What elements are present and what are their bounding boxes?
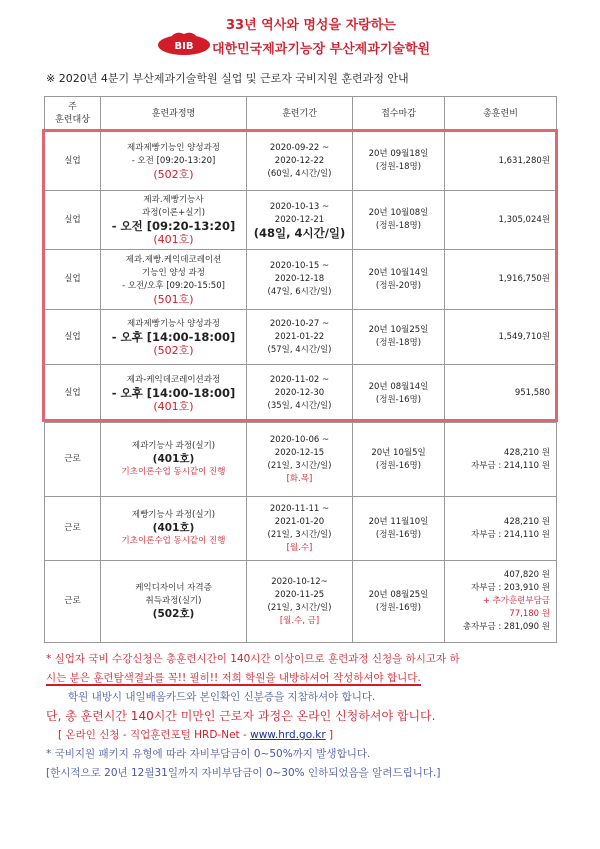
table-row xyxy=(45,365,557,423)
cell-target: 실업 xyxy=(45,250,101,310)
cell-course xyxy=(101,250,247,310)
cell-course xyxy=(101,497,247,561)
course-line: - 오전 [09:20-13:20] xyxy=(111,219,236,233)
course-line: 제과-케익데코레이션과정 xyxy=(126,375,221,385)
table-row xyxy=(45,497,557,561)
header-deadline: 접수마감 xyxy=(353,97,445,132)
deadline-line: (정원-18명) xyxy=(375,338,422,348)
cell-target: 근로 xyxy=(45,423,101,497)
cell-target: 실업 xyxy=(45,365,101,423)
cell-fee xyxy=(445,423,557,497)
period-line: 2020-12-15 xyxy=(274,447,325,458)
cell-target: 실업 xyxy=(45,132,101,191)
deadline-line: 20년 08월25일 xyxy=(368,589,429,600)
fee-line: 951,580 xyxy=(514,388,550,398)
deadline-line: (정원-18명) xyxy=(375,162,422,172)
period-line: 2020-11-11 ~ xyxy=(269,503,330,514)
fee-line: 1,916,750원 xyxy=(498,274,550,284)
period-line: 2020-12-22 xyxy=(274,155,325,166)
deadline-line: 20년 10월08일 xyxy=(368,208,429,218)
header-course: 훈련과정명 xyxy=(101,97,247,132)
cell-course xyxy=(101,423,247,497)
fee-line: 총자부금 : 281,090 원 xyxy=(462,622,550,632)
svg-text:BIB: BIB xyxy=(174,41,194,52)
cell-target: 실업 xyxy=(45,310,101,365)
course-line: - 오전/오후 [09:20-15:50] xyxy=(122,280,225,291)
cell-target: 근로 xyxy=(45,561,101,643)
deadline-line: (정원-16명) xyxy=(375,460,422,471)
cell-fee xyxy=(445,561,557,643)
cell-period xyxy=(247,497,353,561)
document-title: ※ 2020년 4분기 부산제과기술학원 실업 및 근로자 국비지원 훈련과정 안내 xyxy=(46,72,409,85)
cell-fee xyxy=(445,250,557,310)
period-line: 2020-12-18 xyxy=(274,274,325,284)
cell-period xyxy=(247,310,353,365)
tagline: 33년 역사와 명성을 자랑하는 xyxy=(226,18,396,33)
course-line: - 오후 [14:00-18:00] xyxy=(111,329,236,344)
deadline-line: (정원-20명) xyxy=(375,280,422,291)
period-line: 2020-10-12~ xyxy=(271,576,328,587)
period-line: 2020-10-15 ~ xyxy=(269,261,330,271)
fee-line: 77,180 원 xyxy=(509,609,550,619)
table-row xyxy=(45,250,557,310)
period-line: 2020-10-06 ~ xyxy=(269,434,330,445)
cell-course xyxy=(101,191,247,250)
cell-course xyxy=(101,132,247,191)
period-line: [월.수] xyxy=(286,542,313,553)
period-line: 2020-12-30 xyxy=(274,388,325,398)
course-line: (401호) xyxy=(153,400,194,413)
course-line: 과정(이론+실기) xyxy=(141,208,206,218)
cell-fee xyxy=(445,365,557,423)
cell-fee xyxy=(445,191,557,250)
cell-deadline xyxy=(353,132,445,191)
period-line: [화.목] xyxy=(286,473,313,484)
course-line: (401호) xyxy=(152,522,195,534)
academy-name: 대한민국제과기능장 부산제과기술학원 xyxy=(212,42,431,57)
deadline-line: (정원-16명) xyxy=(375,602,422,613)
cell-period xyxy=(247,191,353,250)
cell-fee xyxy=(445,310,557,365)
fee-line: 428,210 원 xyxy=(503,516,550,527)
header-period: 훈련기간 xyxy=(247,97,353,132)
cell-deadline xyxy=(353,250,445,310)
fee-line: 1,631,280원 xyxy=(498,155,550,166)
course-line: 취득과정(실기) xyxy=(145,596,202,606)
course-line: 케익디자이너 자격증 xyxy=(135,583,212,593)
course-line: (401호) xyxy=(152,453,195,465)
note-line-1: * 실업자 국비 수강신청은 총훈련시간이 140시간 이상이므로 훈련과정 신청을 하시고자 하 xyxy=(46,653,460,665)
deadline-line: 20년 08월14일 xyxy=(368,381,429,392)
period-line: (21일, 3시간/일) xyxy=(267,460,332,471)
notes xyxy=(46,650,566,783)
deadline-line: (정원-16명) xyxy=(375,529,422,540)
course-line: 제과제빵기능사 양성과정 xyxy=(126,318,221,329)
period-line: (60일, 4시간/일) xyxy=(267,168,332,179)
course-line: - 오전 [09:20-13:20] xyxy=(131,155,216,166)
cell-period xyxy=(247,250,353,310)
fee-line: 자부금 : 214,110 원 xyxy=(471,529,550,540)
course-line: - 오후 [14:00-18:00] xyxy=(111,386,236,400)
table-row xyxy=(45,132,557,191)
table-row xyxy=(45,423,557,497)
fee-line: 자부금 : 214,110 원 xyxy=(471,460,550,471)
cell-period xyxy=(247,365,353,423)
deadline-line: 20년 10월5일 xyxy=(371,447,426,458)
header xyxy=(0,8,600,60)
cell-deadline xyxy=(353,191,445,250)
course-line: 기초이론수업 동시같이 진행 xyxy=(121,467,226,477)
note-line-5 xyxy=(46,726,566,745)
note-line-2-text: 시는 분은 훈련탐색결과를 꼭!! 필히!! 저희 학원을 내방하셔어 작성하셔야 합니다. xyxy=(46,672,421,684)
deadline-line: 20년 10월25일 xyxy=(368,325,429,335)
fee-line: 428,210 원 xyxy=(503,447,550,458)
course-line: 제빵기능사 과정(실기) xyxy=(131,510,216,520)
course-line: (501호) xyxy=(153,292,194,306)
table-row xyxy=(45,191,557,250)
header-fee: 총훈련비 xyxy=(445,97,557,132)
cell-deadline xyxy=(353,423,445,497)
cell-period xyxy=(247,132,353,191)
period-line: (57일, 4시간/일) xyxy=(267,344,332,355)
table-header-row xyxy=(45,97,557,132)
period-line: 2020-10-27 ~ xyxy=(269,318,330,329)
deadline-line: 20년 11월10일 xyxy=(368,516,429,527)
period-line: 2021-01-20 xyxy=(274,516,325,527)
cell-deadline xyxy=(353,310,445,365)
course-line: (401호) xyxy=(153,233,194,246)
period-line: (21일, 3시간/일) xyxy=(267,602,332,613)
course-line: (502호) xyxy=(153,343,194,357)
cell-fee xyxy=(445,497,557,561)
course-line: (502호) xyxy=(153,167,194,181)
period-line: 2020-10-13 ~ xyxy=(269,201,330,212)
cell-course xyxy=(101,310,247,365)
course-table xyxy=(44,96,557,643)
period-line: (21일, 3시간/일) xyxy=(267,529,332,540)
period-line: (48일, 4시간/일) xyxy=(253,225,346,240)
cell-target: 근로 xyxy=(45,497,101,561)
course-line: 기능인 양성 과정 xyxy=(142,267,205,278)
note-line-7: [한시적으로 20년 12월31일까지 자비부담금이 0~30% 인하되었음을 알려드립니다.] xyxy=(46,767,441,779)
cell-deadline xyxy=(353,561,445,643)
cell-deadline xyxy=(353,497,445,561)
period-line: 2020-11-02 ~ xyxy=(269,375,330,385)
course-line: 제과기능사 과정(실기) xyxy=(131,441,216,451)
note-line-5-prefix: [ 온라인 신청 - 직업훈련포털 HRD-Net - xyxy=(58,729,251,741)
period-line: (35일, 4시간/일) xyxy=(267,401,332,411)
course-line: 제과.제빵기능사 xyxy=(143,195,204,205)
fee-line: 1,305,024원 xyxy=(498,214,550,225)
course-line: 제과제빵기능인 양성과정 xyxy=(126,142,221,153)
period-line: 2020-09-22 ~ xyxy=(269,142,330,153)
course-table-wrap xyxy=(44,96,556,643)
period-line: 2020-12-21 xyxy=(274,214,325,225)
course-line: 제과.제빵.케익데코레이션 xyxy=(125,254,222,265)
academy-logo xyxy=(156,30,212,56)
fee-line: 자부금 : 203,910 원 xyxy=(471,583,550,593)
period-line: 2021-01-22 xyxy=(274,331,325,342)
period-line: [월.수, 금] xyxy=(279,615,320,626)
deadline-line: 20년 09월18일 xyxy=(368,149,429,159)
header-target: 주 훈련대상 xyxy=(45,97,101,132)
note-line-5-suffix: ] xyxy=(325,729,334,741)
fee-line: 1,549,710원 xyxy=(498,331,550,342)
period-line: (47일, 6시간/일) xyxy=(267,287,332,297)
deadline-line: (정원-16명) xyxy=(375,394,422,405)
cell-period xyxy=(247,561,353,643)
deadline-line: 20년 10월14일 xyxy=(368,267,429,278)
note-line-2 xyxy=(46,669,566,688)
note-line-3: 학원 내방시 내일배움카드와 본인확인 신분증을 지참하셔야 합니다. xyxy=(68,691,376,703)
cell-course xyxy=(101,365,247,423)
table-row xyxy=(45,561,557,643)
period-line: 2020-11-25 xyxy=(274,589,325,600)
hrd-net-link[interactable]: www.hrd.go.kr xyxy=(250,729,326,741)
note-line-6: * 국비지원 패키지 유형에 따라 자비부담금이 0~50%까지 발생합니다. xyxy=(46,748,371,760)
course-line: (502호) xyxy=(152,608,195,620)
deadline-line: (정원-18명) xyxy=(375,221,422,231)
table-row xyxy=(45,310,557,365)
cell-course xyxy=(101,561,247,643)
cell-fee xyxy=(445,132,557,191)
cell-target: 실업 xyxy=(45,191,101,250)
note-line-4: 단, 총 훈련시간 140시간 미만인 근로자 과정은 온라인 신청하셔야 합니다. xyxy=(46,709,436,723)
fee-line: + 추가훈련부담금 xyxy=(482,596,550,606)
fee-line: 407,820 원 xyxy=(503,570,550,580)
cell-deadline xyxy=(353,365,445,423)
course-line: 기초이론수업 동시같이 진행 xyxy=(121,536,226,546)
cell-period xyxy=(247,423,353,497)
